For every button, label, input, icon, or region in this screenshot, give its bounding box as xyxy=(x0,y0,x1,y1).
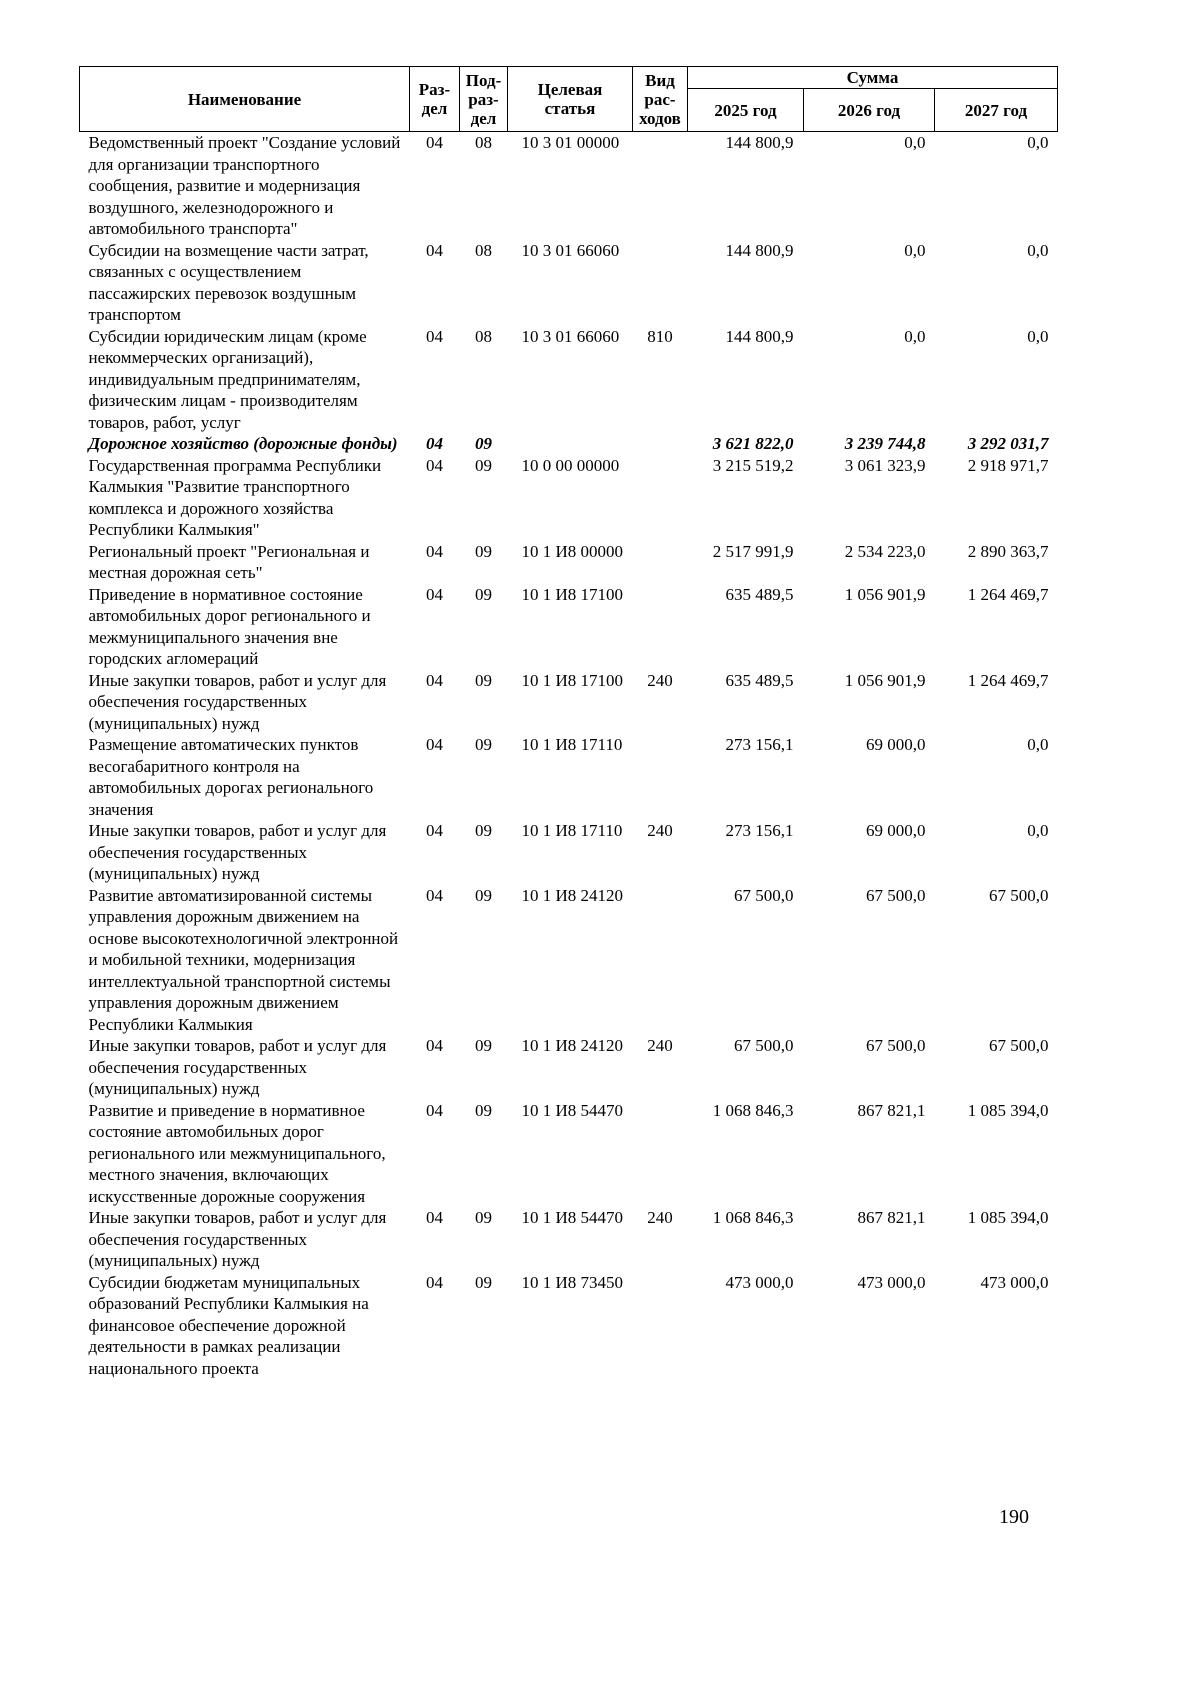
row-podrazdel: 09 xyxy=(475,1272,492,1292)
row-name: Иные закупки товаров, работ и услуг для обеспечения государственных (муниципальных) нужд xyxy=(88,821,387,883)
row-target-article: 10 1 И8 54470 xyxy=(521,1100,624,1120)
row-amount-2027: 1 085 394,0 xyxy=(967,1100,1049,1120)
row-name: Иные закупки товаров, работ и услуг для обеспечения государственных (муниципальных) нужд xyxy=(88,1036,387,1098)
row-expense-type: 240 xyxy=(647,670,673,690)
table-row xyxy=(80,132,1058,240)
page-number: 190 xyxy=(999,1506,1029,1528)
header-sum: Сумма xyxy=(688,67,1058,89)
table-row xyxy=(80,455,1058,541)
table-row xyxy=(80,326,1058,434)
row-name: Региональный проект "Региональная и местная дорожная сеть" xyxy=(88,541,370,582)
table-row xyxy=(80,885,1058,1036)
row-name: Развитие и приведение в нормативное состояние автомобильных дорог регионального или межмуниципального, местного значения, включающих искусственные дорожные сооружения xyxy=(88,1100,386,1206)
table-row xyxy=(80,1035,1058,1100)
row-podrazdel: 09 xyxy=(475,821,492,840)
row-target-article: 10 3 01 66060 xyxy=(521,326,620,346)
row-razdel: 04 xyxy=(426,1208,443,1227)
row-razdel: 04 xyxy=(426,541,443,561)
row-amount-2026: 3 061 323,9 xyxy=(844,455,926,475)
row-amount-2026: 67 500,0 xyxy=(866,1036,926,1055)
row-expense-type xyxy=(633,541,688,584)
table-row xyxy=(80,584,1058,670)
row-expense-type: 810 xyxy=(647,326,673,346)
row-target-article: 10 1 И8 73450 xyxy=(521,1272,624,1292)
row-name: Приведение в нормативное состояние автомобильных дорог регионального и межмуниципального значения вне городских агломераций xyxy=(88,584,371,668)
row-amount-2026: 0,0 xyxy=(904,326,926,346)
row-amount-2026: 867 821,1 xyxy=(857,1100,926,1120)
row-expense-type: 240 xyxy=(647,1208,673,1227)
row-name: Субсидии юридическим лицам (кроме некоммерческих организаций), индивидуальным предпринимателям, физическим лицам - производителям товаров, работ, услуг xyxy=(88,326,367,432)
row-razdel: 04 xyxy=(426,133,443,152)
row-amount-2026: 0,0 xyxy=(904,133,926,152)
row-amount-2025: 144 800,9 xyxy=(725,240,794,260)
row-razdel: 04 xyxy=(426,1272,443,1292)
row-podrazdel: 09 xyxy=(475,670,492,690)
row-amount-2025: 635 489,5 xyxy=(725,584,794,604)
row-podrazdel: 09 xyxy=(475,541,492,561)
row-expense-type: 240 xyxy=(647,1036,673,1055)
row-target-article: 10 1 И8 54470 xyxy=(521,1208,624,1227)
row-expense-type xyxy=(633,584,688,670)
row-amount-2027: 1 264 469,7 xyxy=(967,670,1049,690)
row-expense-type xyxy=(633,433,688,455)
row-amount-2027: 0,0 xyxy=(1027,240,1049,260)
row-amount-2027: 473 000,0 xyxy=(980,1272,1049,1292)
row-podrazdel: 08 xyxy=(475,133,492,152)
row-podrazdel: 09 xyxy=(475,885,492,905)
row-target-article xyxy=(508,433,633,455)
table-row xyxy=(80,670,1058,735)
row-name: Развитие автоматизированной системы управления дорожным движением на основе высокотехнологичной электронной и мобильной техники, модернизация интеллектуальной транспортной системы управления дорожным движением Республики Калмыкия xyxy=(88,885,399,1034)
table-row xyxy=(80,433,1058,455)
row-amount-2026: 3 239 744,8 xyxy=(844,434,926,453)
row-amount-2027: 3 292 031,7 xyxy=(967,434,1049,453)
row-podrazdel: 08 xyxy=(475,240,492,260)
header-vid: Вид рас- ходов xyxy=(633,67,688,132)
row-podrazdel: 09 xyxy=(475,455,492,475)
row-amount-2025: 67 500,0 xyxy=(734,1036,794,1055)
row-amount-2027: 2 890 363,7 xyxy=(967,541,1049,561)
row-razdel: 04 xyxy=(426,1100,443,1120)
row-podrazdel: 09 xyxy=(475,584,492,604)
row-expense-type xyxy=(633,885,688,1036)
row-podrazdel: 09 xyxy=(475,434,492,453)
row-podrazdel: 09 xyxy=(475,1208,492,1227)
row-expense-type xyxy=(633,132,688,240)
row-expense-type xyxy=(633,1100,688,1208)
row-target-article: 10 1 И8 00000 xyxy=(521,541,624,561)
row-amount-2025: 3 215 519,2 xyxy=(712,455,794,475)
row-amount-2026: 1 056 901,9 xyxy=(844,584,926,604)
row-podrazdel: 09 xyxy=(475,1100,492,1120)
row-podrazdel: 08 xyxy=(475,326,492,346)
table-row xyxy=(80,541,1058,584)
row-razdel: 04 xyxy=(426,670,443,690)
row-amount-2025: 273 156,1 xyxy=(725,821,794,840)
row-amount-2026: 67 500,0 xyxy=(866,885,926,905)
header-target: Целевая статья xyxy=(508,67,633,132)
row-amount-2027: 2 918 971,7 xyxy=(967,455,1049,475)
row-amount-2027: 0,0 xyxy=(1027,133,1049,152)
row-amount-2025: 67 500,0 xyxy=(734,885,794,905)
budget-table xyxy=(79,66,1058,1379)
row-target-article: 10 0 00 00000 xyxy=(521,455,620,475)
row-expense-type xyxy=(633,1272,688,1380)
table-row xyxy=(80,1272,1058,1380)
row-razdel: 04 xyxy=(426,455,443,475)
row-razdel: 04 xyxy=(426,326,443,346)
header-podrazdel: Под- раз- дел xyxy=(460,67,508,132)
row-name: Ведомственный проект "Создание условий для организации транспортного сообщения, развитие и модернизация воздушного, железнодорожного и автомобильного транспорта" xyxy=(88,133,401,238)
row-target-article: 10 1 И8 17100 xyxy=(521,670,624,690)
row-amount-2026: 1 056 901,9 xyxy=(844,670,926,690)
row-amount-2025: 144 800,9 xyxy=(725,326,794,346)
table-body xyxy=(80,132,1058,1380)
row-razdel: 04 xyxy=(426,584,443,604)
row-amount-2025: 3 621 822,0 xyxy=(712,434,794,453)
row-razdel: 04 xyxy=(426,434,443,453)
row-target-article: 10 1 И8 24120 xyxy=(521,885,624,905)
row-target-article: 10 3 01 66060 xyxy=(521,240,620,260)
row-expense-type xyxy=(633,240,688,326)
table-row xyxy=(80,1100,1058,1208)
row-expense-type xyxy=(633,734,688,820)
row-razdel: 04 xyxy=(426,885,443,905)
table-header xyxy=(80,67,1058,132)
row-amount-2026: 69 000,0 xyxy=(866,735,926,754)
row-amount-2026: 69 000,0 xyxy=(866,821,926,840)
row-name: Субсидии на возмещение части затрат, связанных с осуществлением пассажирских перевозок воздушным транспортом xyxy=(88,240,369,324)
row-target-article: 10 1 И8 24120 xyxy=(521,1036,624,1055)
row-razdel: 04 xyxy=(426,240,443,260)
row-name: Иные закупки товаров, работ и услуг для обеспечения государственных (муниципальных) нужд xyxy=(88,1208,387,1270)
header-year-2025: 2025 год xyxy=(688,89,804,132)
header-year-2026: 2026 год xyxy=(804,89,935,132)
row-amount-2027: 67 500,0 xyxy=(989,885,1049,905)
row-name: Размещение автоматических пунктов весогабаритного контроля на автомобильных дорогах регионального значения xyxy=(88,735,374,819)
row-razdel: 04 xyxy=(426,821,443,840)
table-row xyxy=(80,820,1058,885)
row-name: Субсидии бюджетам муниципальных образований Республики Калмыкия на финансовое обеспечение дорожной деятельности в рамках реализации национального проекта xyxy=(88,1272,369,1378)
row-target-article: 10 1 И8 17110 xyxy=(521,735,623,754)
row-amount-2027: 1 264 469,7 xyxy=(967,584,1049,604)
row-amount-2025: 1 068 846,3 xyxy=(712,1208,794,1227)
row-amount-2025: 273 156,1 xyxy=(725,735,794,754)
row-amount-2025: 1 068 846,3 xyxy=(712,1100,794,1120)
row-expense-type: 240 xyxy=(647,821,673,840)
row-amount-2027: 67 500,0 xyxy=(989,1036,1049,1055)
row-amount-2027: 0,0 xyxy=(1027,735,1049,754)
row-podrazdel: 09 xyxy=(475,1036,492,1055)
row-amount-2026: 0,0 xyxy=(904,240,926,260)
row-expense-type xyxy=(633,455,688,541)
row-target-article: 10 1 И8 17100 xyxy=(521,584,624,604)
row-amount-2027: 0,0 xyxy=(1027,821,1049,840)
row-name: Дорожное хозяйство (дорожные фонды) xyxy=(88,434,398,453)
table-row xyxy=(80,240,1058,326)
row-amount-2025: 473 000,0 xyxy=(725,1272,794,1292)
row-amount-2026: 473 000,0 xyxy=(857,1272,926,1292)
header-razdel: Раз- дел xyxy=(410,67,460,132)
row-amount-2026: 867 821,1 xyxy=(857,1208,926,1227)
table-row xyxy=(80,734,1058,820)
row-name: Государственная программа Республики Калмыкия "Развитие транспортного комплекса и дорожного хозяйства Республики Калмыкия" xyxy=(88,455,382,539)
row-podrazdel: 09 xyxy=(475,735,492,754)
row-amount-2025: 144 800,9 xyxy=(725,133,794,152)
row-amount-2026: 2 534 223,0 xyxy=(844,541,926,561)
table-row xyxy=(80,1207,1058,1272)
row-razdel: 04 xyxy=(426,1036,443,1055)
row-razdel: 04 xyxy=(426,735,443,754)
row-name: Иные закупки товаров, работ и услуг для обеспечения государственных (муниципальных) нужд xyxy=(88,670,387,733)
header-year-2027: 2027 год xyxy=(935,89,1058,132)
row-target-article: 10 3 01 00000 xyxy=(521,133,620,152)
row-amount-2027: 1 085 394,0 xyxy=(967,1208,1049,1227)
header-name: Наименование xyxy=(80,67,410,132)
row-amount-2025: 2 517 991,9 xyxy=(712,541,794,561)
row-amount-2027: 0,0 xyxy=(1027,326,1049,346)
row-amount-2025: 635 489,5 xyxy=(725,670,794,690)
row-target-article: 10 1 И8 17110 xyxy=(521,821,623,840)
